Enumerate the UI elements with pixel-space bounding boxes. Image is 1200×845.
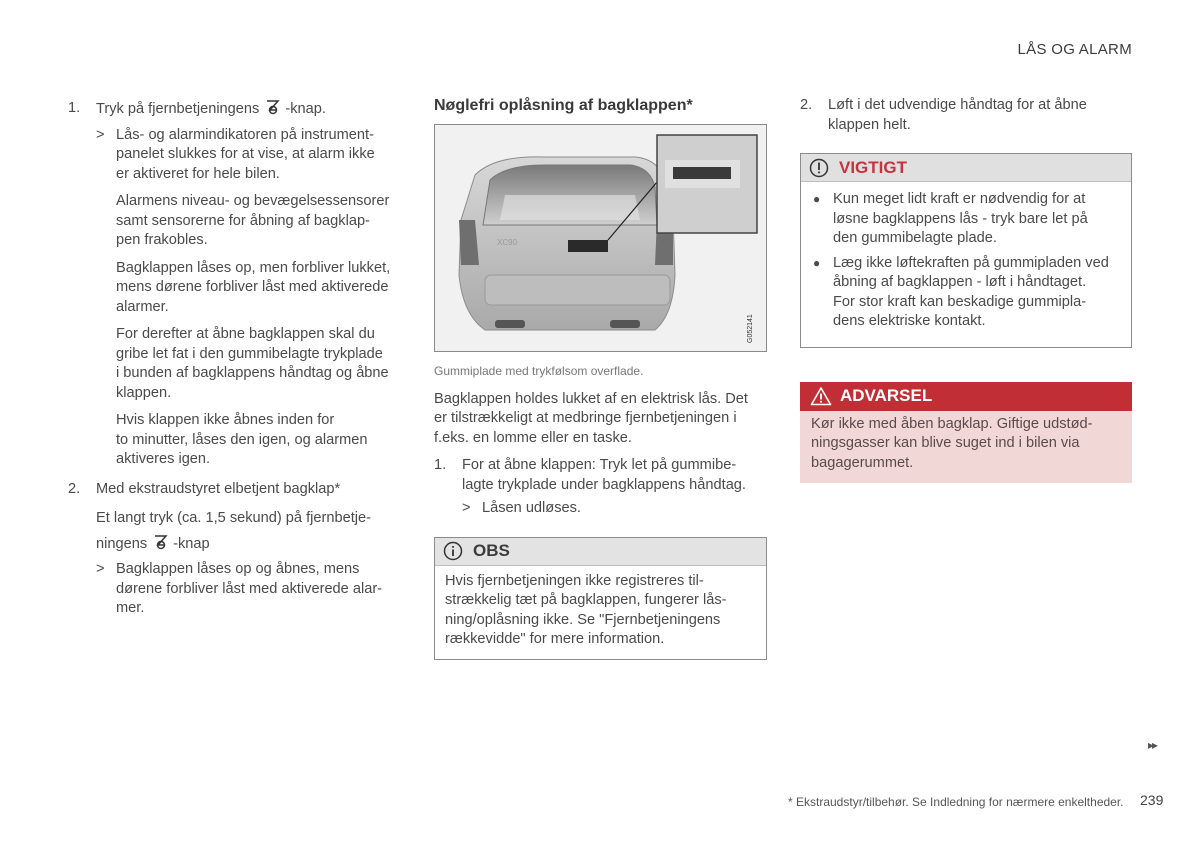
- important-body: [801, 182, 1131, 347]
- warning-header: [800, 382, 1132, 411]
- text-line: Låsen udløses.: [482, 500, 581, 516]
- text-line: er aktiveret for hele bilen.: [116, 165, 280, 182]
- step-text-suffix: -knap.: [285, 101, 326, 117]
- important-box: [800, 153, 1132, 348]
- text-line: løsne bagklappens lås - tryk bare let på: [833, 210, 1088, 227]
- page-number: 239: [1140, 792, 1164, 808]
- text-line: to minutter, låses den igen, og alarmen: [116, 431, 368, 448]
- tailgate-key-icon: [265, 99, 281, 115]
- text-line: f.eks. en lomme eller en taske.: [434, 429, 632, 446]
- text-line: Kun meget lidt kraft er nødvendig for at: [833, 191, 1086, 207]
- tailgate-illustration: [434, 124, 767, 352]
- paragraph-open: [116, 325, 403, 403]
- bullet-marker: ●: [813, 255, 821, 270]
- text-line: den gummibelagte plade.: [833, 230, 997, 246]
- text-line: rækkevidde" for mere information.: [445, 631, 665, 647]
- text-line: panelet slukkes for at vise, at alarm ikke: [116, 146, 375, 162]
- text-line: i bunden af bagklappens håndtag og åbne: [116, 365, 389, 381]
- step-1: [434, 456, 767, 495]
- step-1-result: [462, 499, 767, 519]
- intro-paragraph: [434, 390, 767, 449]
- exclamation-circle-icon: [809, 158, 829, 178]
- text-line: aktiveres igen.: [116, 451, 211, 467]
- column-right: [800, 96, 1132, 483]
- obs-header: [435, 538, 766, 566]
- text-line-suffix: -knap: [173, 535, 210, 552]
- warning-body: [800, 411, 1132, 484]
- step-1-result: [96, 126, 403, 185]
- text-line: dens elektriske kontakt.: [833, 313, 986, 329]
- step-number: 1.: [68, 100, 81, 116]
- text-line: Bagklappen holdes lukket af en elektrisk lås. Det: [434, 390, 748, 407]
- obs-title: OBS: [473, 541, 510, 561]
- text-line: ning/oplåsning ikke. Se "Fjernbetjeningens: [445, 611, 721, 628]
- text-line: Bagklappen låses op og åbnes, mens: [116, 561, 360, 577]
- info-circle-icon: [443, 541, 463, 561]
- text-line: Et langt tryk (ca. 1,5 sekund) på fjernbetje-: [96, 510, 371, 526]
- result-marker: >: [96, 561, 105, 577]
- car-rear-illustration: [435, 125, 766, 351]
- text-line: Løft i det udvendige håndtag for at åbne: [828, 97, 1087, 113]
- step-number: 2.: [800, 97, 813, 113]
- step-text: Tryk på fjernbetjeningens: [96, 101, 260, 117]
- footnote: * Ekstraudstyr/tilbehør. Se Indledning for nærmere enkeltheder.: [788, 795, 1124, 809]
- text-line: Læg ikke løftekraften på gummipladen ved: [833, 254, 1109, 271]
- column-middle: [434, 96, 767, 660]
- bullet-marker: ●: [813, 192, 821, 206]
- step-number: 1.: [434, 457, 447, 473]
- warning-triangle-icon: [810, 386, 832, 406]
- text-line: bagagerummet.: [811, 454, 914, 471]
- text-line: alarmer.: [116, 298, 169, 315]
- car-brand-label: XC90: [497, 238, 518, 247]
- result-marker: >: [462, 500, 471, 516]
- text-line: åbning af bagklappen - løft i håndtaget.: [833, 274, 1087, 290]
- text-line: Bagklappen låses op, men forbliver lukket,: [116, 259, 391, 276]
- paragraph-sensors: [116, 192, 403, 251]
- text-line: ningsgasser kan blive suget ind i bilen via: [811, 435, 1080, 451]
- text-line: klappen helt.: [828, 116, 911, 133]
- step-2-result: [96, 560, 403, 619]
- bullet-item: [813, 190, 1119, 249]
- column-left: [68, 99, 403, 619]
- obs-body: [435, 566, 766, 659]
- continue-arrows-icon: ▸▸: [1148, 738, 1157, 752]
- text-line: For derefter at åbne bagklappen skal du: [116, 326, 375, 342]
- section-header: LÅS OG ALARM: [1017, 41, 1132, 58]
- warning-box: [800, 382, 1132, 484]
- step-2-description: [96, 509, 403, 554]
- obs-box: [434, 537, 767, 660]
- text-line: strækkelig tæt på bagklappen, fungerer lås-: [445, 592, 727, 608]
- text-line: For stor kraft kan beskadige gummipla-: [833, 293, 1087, 310]
- text-line: samt sensorerne for åbning af bagklap-: [116, 212, 370, 229]
- text-line: Kør ikke med åben bagklap. Giftige udstød-: [811, 415, 1093, 432]
- step-2: [68, 480, 403, 500]
- step-2: [800, 96, 1132, 135]
- image-code: G052141: [747, 314, 754, 343]
- text-line: pen frakobles.: [116, 232, 208, 248]
- bullet-item: [813, 254, 1119, 332]
- paragraph-relock: [116, 411, 403, 470]
- important-title: VIGTIGT: [839, 157, 907, 177]
- text-line: mer.: [116, 600, 145, 616]
- text-line: Lås- og alarmindikatoren på instrument-: [116, 126, 374, 143]
- tailgate-key-icon: [153, 534, 169, 550]
- text-line: klappen.: [116, 384, 172, 401]
- text-line: dørene forbliver låst med aktiverede alar-: [116, 580, 383, 597]
- step-number: 2.: [68, 480, 81, 497]
- text-line: Alarmens niveau- og bevægelsessensorer: [116, 193, 390, 209]
- text-line: For at åbne klappen: Tryk let på gummibe-: [462, 457, 737, 473]
- step-1: [68, 99, 403, 120]
- text-line: gribe let fat i den gummibelagte trykplade: [116, 345, 383, 362]
- text-line: ningens: [96, 535, 148, 552]
- text-line: Hvis fjernbetjeningen ikke registreres til-: [445, 572, 704, 589]
- image-caption: Gummiplade med trykfølsom overflade.: [434, 364, 644, 378]
- text-line: Hvis klappen ikke åbnes inden for: [116, 412, 335, 428]
- important-header: [801, 154, 1131, 182]
- text-line: lagte trykplade under bagklappens håndtag.: [462, 476, 746, 493]
- result-marker: >: [96, 126, 105, 143]
- step-text: Med ekstraudstyret elbetjent bagklap*: [96, 480, 341, 497]
- section-title: Nøglefri oplåsning af bagklappen*: [434, 97, 693, 114]
- text-line: mens dørene forbliver låst med aktiverede: [116, 279, 389, 295]
- warning-title: ADVARSEL: [840, 386, 933, 406]
- paragraph-unlocked: [116, 259, 403, 318]
- text-line: er tilstrækkeligt at medbringe fjernbetjeningen i: [434, 410, 737, 426]
